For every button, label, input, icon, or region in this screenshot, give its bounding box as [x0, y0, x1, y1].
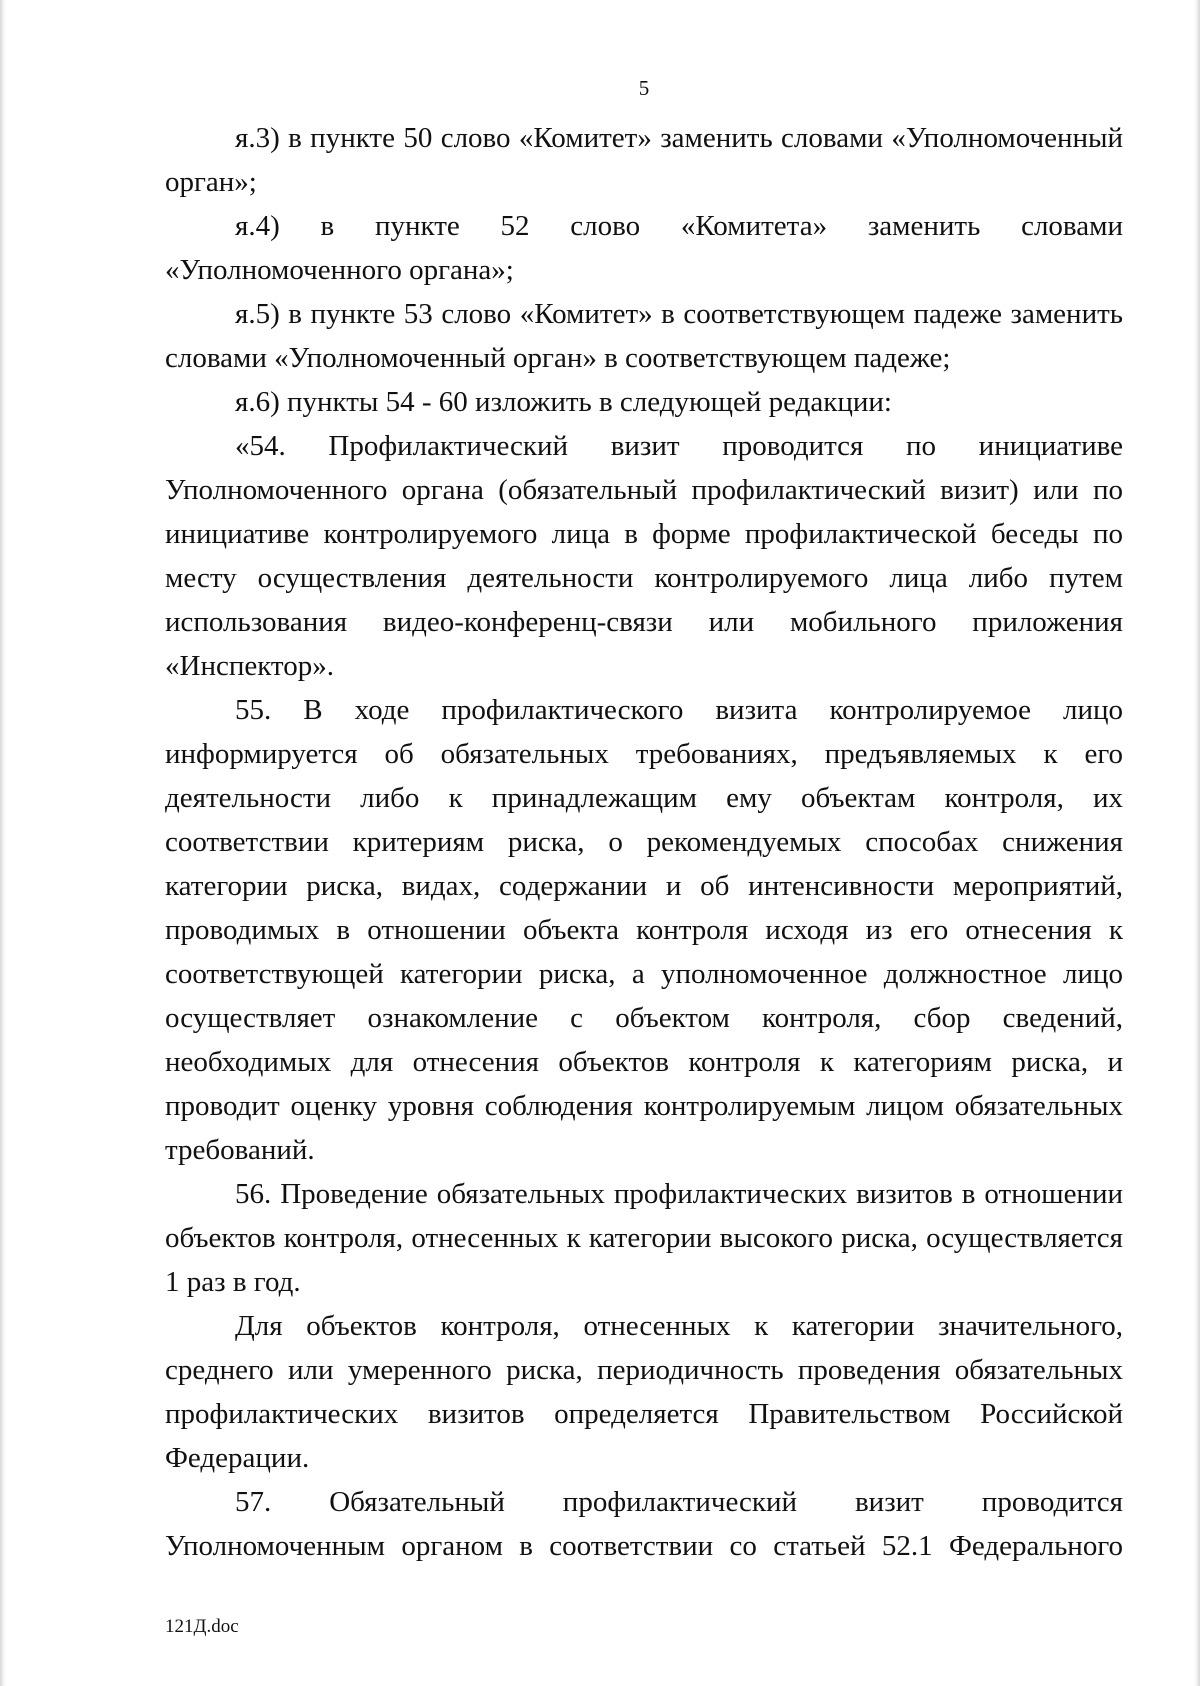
- paragraph-56-continued: Для объектов контроля, отнесенных к категории значительного, среднего или умеренного риска, периодичность проведения обязательных профилактических визитов определяется Правительством Российской Федерации.: [165, 1310, 1123, 1474]
- paragraph-57: 57. Обязательный профилактический визит проводится Уполномоченным органом в соответствии со статьей 52.1 Федерального: [165, 1486, 1123, 1562]
- document-body: [165, 116, 1123, 1568]
- scan-edge-left: [0, 0, 6, 1686]
- paragraph-54: «54. Профилактический визит проводится по инициативе Уполномоченного органа (обязательный профилактический визит) или по инициативе контролируемого лица в форме профилактической беседы по месту осуществления деятельности контролируемого лица либо путем использования видео-конференц-связи или мобильного приложения «Инспектор».: [165, 430, 1123, 682]
- paragraph-ya3: я.3) в пункте 50 слово «Комитет» заменить словами «Уполномоченный орган»;: [165, 122, 1123, 198]
- scan-edge-right: [1194, 0, 1200, 1686]
- page-number: 5: [638, 76, 650, 100]
- paragraph-ya6: я.6) пункты 54 - 60 изложить в следующей редакции:: [235, 386, 892, 418]
- paragraph-56: 56. Проведение обязательных профилактических визитов в отношении объектов контроля, отнесенных к категории высокого риска, осуществляется 1 раз в год.: [165, 1178, 1123, 1298]
- paragraph-55: 55. В ходе профилактического визита контролируемое лицо информируется об обязательных требованиях, предъявляемых к его деятельности либо к принадлежащим ему объектам контроля, их соответствии критериям риска, о рекомендуемых способах снижения категории риска, видах, содержании и об интенсивности мероприятий, проводимых в отношении объекта контроля исходя из его отнесения к соответствующей категории риска, а уполномоченное должностное лицо осуществляет ознакомление с объектом контроля, сбор сведений, необходимых для отнесения объектов контроля к категориям риска, и проводит оценку уровня соблюдения контролируемым лицом обязательных требований.: [165, 694, 1123, 1166]
- paragraph-ya4: я.4) в пункте 52 слово «Комитета» заменить словами «Уполномоченного органа»;: [165, 210, 1123, 286]
- paragraph-ya5: я.5) в пункте 53 слово «Комитет» в соответствующем падеже заменить словами «Уполномоченный орган» в соответствующем падеже;: [165, 298, 1123, 374]
- footer-filename: 121Д.doc: [165, 1616, 239, 1637]
